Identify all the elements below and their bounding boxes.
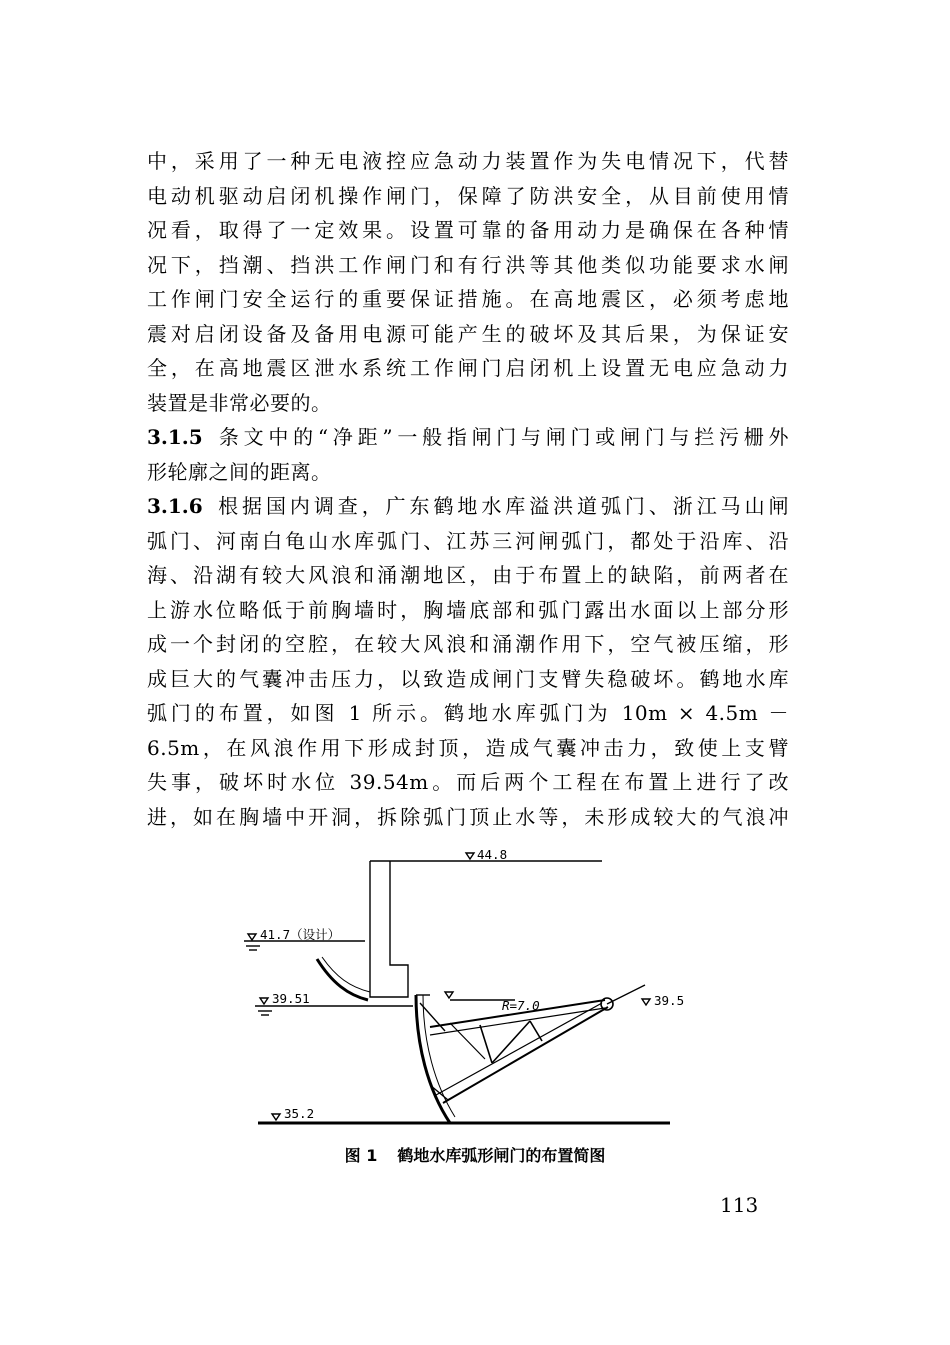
radial-gate-skin-plate (416, 995, 450, 1123)
body-line-6: 震对启闭设备及备用电源可能产生的破坏及其后果，为保证安 (147, 321, 789, 346)
body-text (147, 144, 789, 834)
clause-3-1-6-line-4: 上游水位略低于前胸墙时，胸墙底部和弧门露出水面以上部分形 (147, 597, 789, 622)
label-pivot-elevation: 39.5 (654, 993, 685, 1008)
clause-3-1-6-line-3: 海、沿湖有较大风浪和涌潮地区，由于布置上的缺陷，前两者在 (147, 563, 789, 587)
elev-mark-39-51 (260, 998, 268, 1004)
arm-brace-1 (480, 1025, 492, 1063)
arm-brace-4 (450, 1023, 485, 1059)
body-line-7: 全，在高地震区泄水系统工作闸门启闭机上设置无电应急动力 (147, 356, 789, 380)
figure-1-drawing (230, 845, 730, 1135)
clause-3-1-6-line-9: 失事，破坏时水位 39.54m。而后两个工程在布置上进行了改 (147, 770, 789, 794)
elev-mark-41-7 (248, 934, 256, 940)
label-top-elevation: 44.8 (477, 847, 508, 862)
clause-3-1-5-line-2: 形轮廓之间的距离。 (147, 459, 332, 484)
elev-mark-44-8 (466, 853, 474, 859)
clause-3-1-6-line-1 (147, 489, 789, 524)
body-line-5: 工作闸门安全运行的重要保证措施。在高地震区，必须考虑地 (147, 287, 789, 311)
clause-3-1-6-text: 根据国内调查，广东鹤地水库溢洪道弧门、浙江马山闸 (214, 494, 789, 518)
figure-caption (0, 1143, 950, 1166)
elev-mark-39-5 (642, 999, 650, 1005)
label-bottom-elevation: 35.2 (284, 1106, 315, 1121)
label-design-level: 41.7（设计） (260, 927, 341, 942)
clause-3-1-6-line-8: 6.5m，在风浪作用下形成封顶，造成气囊冲击力，致使上支臂 (147, 735, 789, 760)
clause-3-1-5-text: 条文中的“净距”一般指闸门与闸门或闸门与拦污栅外 (214, 425, 789, 449)
body-line-4: 况下，挡潮、挡洪工作闸门和有行洪等其他类似功能要求水闸 (147, 252, 789, 277)
arm-brace-3 (530, 1021, 542, 1041)
body-line-8: 装置是非常必要的。 (147, 390, 332, 415)
figure-1-radial-gate-layout (230, 845, 730, 1135)
elev-mark-35-2 (272, 1114, 280, 1120)
figure-caption-text: 鹤地水库弧形闸门的布置简图 (397, 1146, 606, 1165)
clause-3-1-6-line-2: 弧门、河南白龟山水库弧门、江苏三河闸弧门，都处于沿库、沿 (147, 528, 789, 553)
label-water-level: 39.51 (272, 991, 310, 1006)
body-line-1: 中，采用了一种无电液控应急动力装置作为失电情况下，代替 (147, 149, 789, 173)
figure-number: 图 1 (344, 1146, 378, 1165)
clause-number-3-1-6: 3.1.6 (147, 494, 203, 518)
breast-wall (370, 861, 408, 997)
label-radius: R=7.0 (502, 998, 540, 1013)
body-line-3: 况看，取得了一定效果。设置可靠的备用动力是确保在各种情 (147, 218, 789, 242)
body-line-2: 电动机驱动启闭机操作闸门，保障了防洪安全，从目前使用情 (147, 183, 789, 208)
clause-number-3-1-5: 3.1.5 (147, 425, 203, 449)
clause-3-1-6-line-7: 弧门的布置，如图 1 所示。鹤地水库弧门为 10m × 4.5m － (147, 701, 789, 725)
lower-support-arm-inner (436, 1003, 602, 1095)
clause-3-1-6-line-5: 成一个封闭的空腔，在较大风浪和涌潮作用下，空气被压缩，形 (147, 632, 789, 656)
pivot-leader-line (607, 985, 645, 1004)
clause-3-1-6-line-6: 成巨大的气囊冲击压力，以致造成闸门支臂失稳破坏。鹤地水库 (147, 666, 789, 691)
page-number: 113 (720, 1193, 759, 1217)
elev-mark-gate-top (445, 992, 453, 998)
clause-3-1-5-line-1 (147, 420, 789, 455)
clause-3-1-6-line-10: 进，如在胸墙中开洞，拆除弧门顶止水等，未形成较大的气浪冲 (147, 804, 789, 829)
